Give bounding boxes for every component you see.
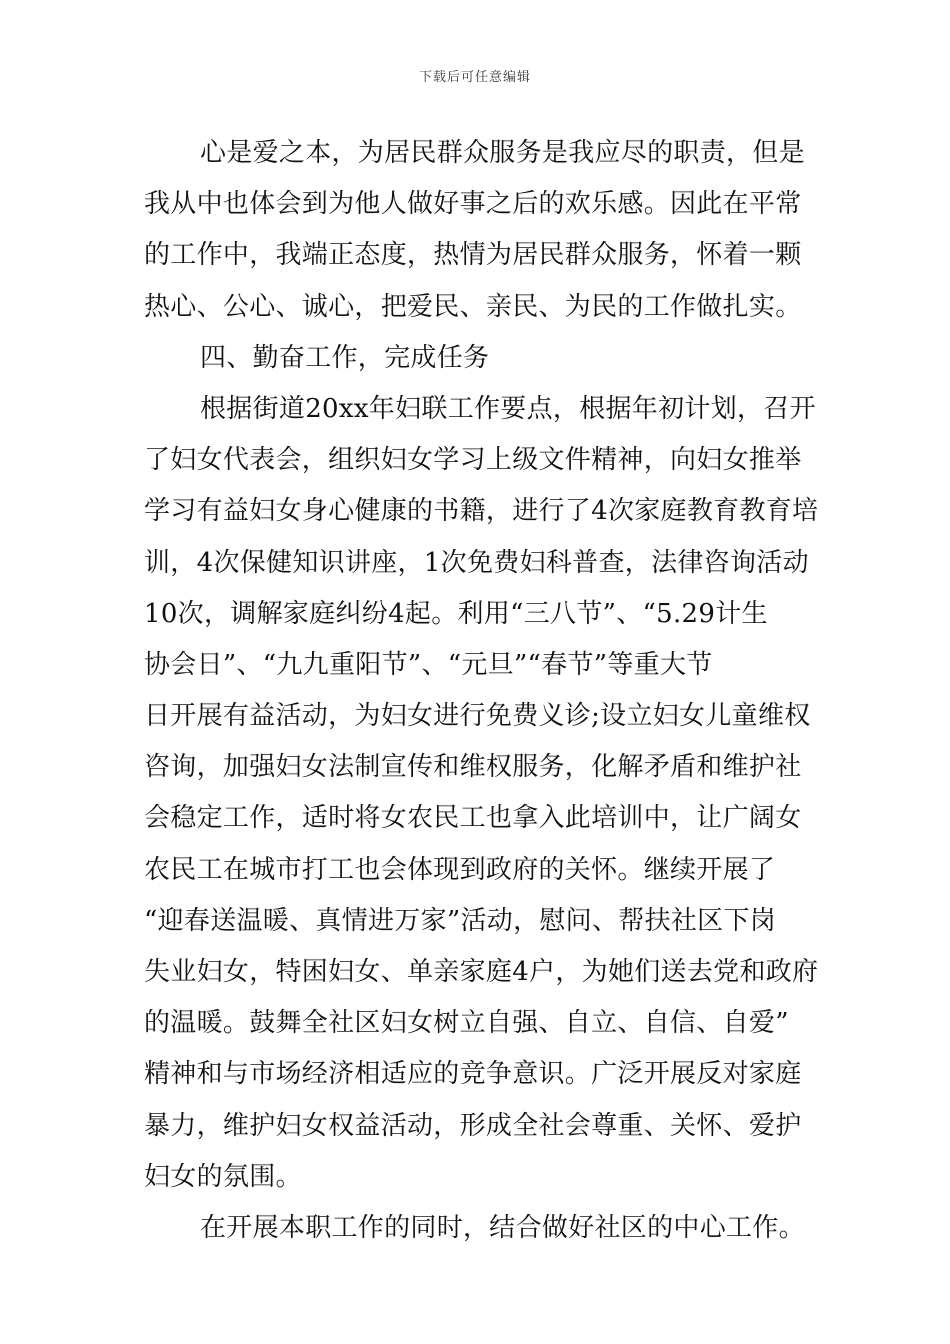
text-line: “迎春送温暖、真情进万家”活动，慰问、帮扶社区下岗	[144, 905, 777, 936]
text-line: 我从中也体会到为他人做好事之后的欢乐感。因此在平常	[144, 189, 802, 220]
text-line: 训，4次保健知识讲座，1次免费妇科普查，法律咨询活动	[144, 547, 809, 578]
text-line: 日开展有益活动，为妇女进行免费义诊;设立妇女儿童维权	[144, 701, 811, 732]
text-line: 在开展本职工作的同时，结合做好社区的中心工作。	[200, 1212, 805, 1243]
text-line: 协会日”、“九九重阳节”、“元旦”“春节”等重大节	[144, 649, 713, 680]
text-line: 妇女的氛围。	[144, 1161, 302, 1192]
text-line: 的工作中，我端正态度，热情为居民群众服务，怀着一颗	[144, 240, 802, 271]
section-heading: 四、勤奋工作，完成任务	[200, 342, 490, 373]
text-line: 的温暖。鼓舞全社区妇女树立自强、自立、自信、自爱”	[144, 1008, 789, 1039]
text-line: 了妇女代表会，组织妇女学习上级文件精神，向妇女推举	[144, 445, 802, 476]
text-line: 精神和与市场经济相适应的竞争意识。广泛开展反对家庭	[144, 1059, 802, 1090]
page-header: 下载后可任意编辑	[418, 70, 531, 85]
text-line: 暴力，维护妇女权益活动，形成全社会尊重、关怀、爱护	[144, 1110, 802, 1141]
text-line: 心是爱之本，为居民群众服务是我应尽的职责，但是	[200, 138, 805, 168]
text-line: 会稳定工作，适时将女农民工也拿入此培训中，让广阔女	[144, 803, 802, 834]
text-line: 失业妇女，特困妇女、单亲家庭4户，为她们送去党和政府	[144, 957, 819, 987]
text-line: 热心、公心、诚心，把爱民、亲民、为民的工作做扎实。	[144, 291, 802, 322]
document-body	[144, 128, 819, 1254]
text-line: 根据街道20xx年妇联工作要点，根据年初计划，召开	[200, 393, 816, 424]
text-line: 10次，调解家庭纠纷4起。利用“三八节”、“5.29计生	[144, 598, 768, 629]
text-line: 学习有益妇女身心健康的书籍，进行了4次家庭教育教育培	[144, 496, 819, 527]
text-line: 农民工在城市打工也会体现到政府的关怀。继续开展了	[144, 854, 776, 885]
text-line: 咨询，加强妇女法制宣传和维权服务，化解矛盾和维护社	[144, 752, 802, 783]
